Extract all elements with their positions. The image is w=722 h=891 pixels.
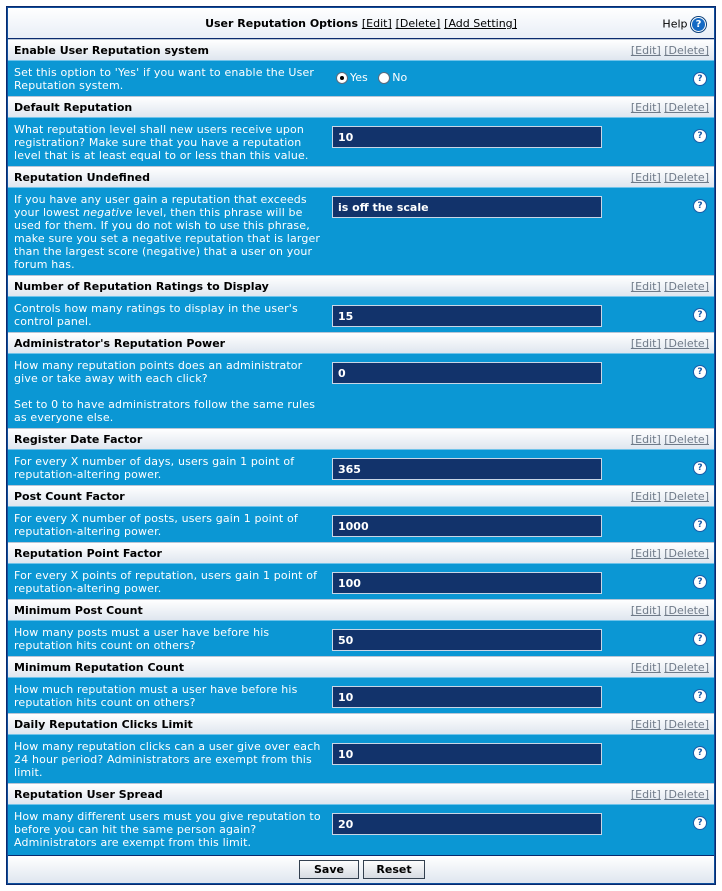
setting-title: Post Count Factor xyxy=(14,490,125,503)
setting-description: How many reputation clicks can a user give over each 24 hour period? Administrators are exempt from this limit. xyxy=(14,740,321,779)
question-icon[interactable]: ? xyxy=(693,72,707,86)
help-label[interactable]: Help xyxy=(662,17,688,31)
setting-delete-link[interactable]: [Delete] xyxy=(664,490,709,503)
setting-delete-link[interactable]: [Delete] xyxy=(664,718,709,731)
enable-radio-group xyxy=(336,71,407,84)
question-icon[interactable]: ? xyxy=(693,689,707,703)
setting-edit-link[interactable]: [Edit] xyxy=(630,433,661,446)
setting-delete-link[interactable]: [Delete] xyxy=(664,171,709,184)
setting-description: Set this option to 'Yes' if you want to enable the User Reputation system. xyxy=(14,66,315,92)
setting-row xyxy=(8,783,714,857)
setting-edit-link[interactable]: [Edit] xyxy=(630,788,661,801)
setting-edit-link[interactable]: [Edit] xyxy=(630,44,661,57)
page-title: User Reputation Options xyxy=(205,17,359,30)
form-footer xyxy=(8,855,714,883)
question-icon[interactable]: ? xyxy=(693,461,707,475)
setting-delete-link[interactable]: [Delete] xyxy=(664,337,709,350)
setting-title: Minimum Reputation Count xyxy=(14,661,185,674)
panel-header xyxy=(8,8,714,39)
setting-description: How many different users must you give reputation to before you can hit the same person again? Administrators are exempt from this limit. xyxy=(14,810,321,849)
ratings-display-input[interactable]: 15 xyxy=(332,305,602,327)
setting-description: If you have any user gain a reputation that exceeds your lowest negative level, then this phrase will be used for them. If you do not wish to use this phrase, make sure you set a negative reputation that is larger than the largest score (negative) that a user on your forum has. xyxy=(14,193,321,271)
setting-delete-link[interactable]: [Delete] xyxy=(664,280,709,293)
radio-no[interactable]: No xyxy=(378,71,407,84)
setting-title: Reputation Undefined xyxy=(14,171,150,184)
setting-row xyxy=(8,713,714,783)
reset-button[interactable]: Reset xyxy=(363,860,425,879)
setting-edit-link[interactable]: [Edit] xyxy=(630,101,661,114)
setting-row xyxy=(8,332,714,428)
setting-edit-link[interactable]: [Edit] xyxy=(630,604,661,617)
setting-title: Register Date Factor xyxy=(14,433,143,446)
question-icon[interactable]: ? xyxy=(693,129,707,143)
post-count-factor-input[interactable]: 1000 xyxy=(332,515,602,537)
user-spread-input[interactable]: 20 xyxy=(332,813,602,835)
minimum-reputation-count-input[interactable]: 10 xyxy=(332,686,602,708)
question-icon[interactable]: ? xyxy=(693,746,707,760)
setting-row xyxy=(8,599,714,656)
minimum-post-count-input[interactable]: 50 xyxy=(332,629,602,651)
setting-title: Enable User Reputation system xyxy=(14,44,209,57)
question-icon[interactable]: ? xyxy=(693,308,707,322)
setting-edit-link[interactable]: [Edit] xyxy=(630,661,661,674)
setting-description: How many posts must a user have before his reputation hits count on others? xyxy=(14,626,270,652)
setting-row xyxy=(8,39,714,96)
help-icon[interactable]: ? xyxy=(691,17,706,32)
setting-description: For every X number of days, users gain 1 point of reputation-altering power. xyxy=(14,455,295,481)
setting-delete-link[interactable]: [Delete] xyxy=(664,604,709,617)
setting-edit-link[interactable]: [Edit] xyxy=(630,337,661,350)
setting-edit-link[interactable]: [Edit] xyxy=(630,718,661,731)
setting-description: For every X number of posts, users gain 1 point of reputation-altering power. xyxy=(14,512,298,538)
setting-delete-link[interactable]: [Delete] xyxy=(664,788,709,801)
setting-description: Controls how many ratings to display in the user's control panel. xyxy=(14,302,298,328)
question-icon[interactable]: ? xyxy=(693,632,707,646)
setting-delete-link[interactable]: [Delete] xyxy=(664,44,709,57)
radio-yes-icon[interactable] xyxy=(336,72,348,84)
setting-title: Default Reputation xyxy=(14,101,133,114)
setting-row xyxy=(8,542,714,599)
setting-delete-link[interactable]: [Delete] xyxy=(664,101,709,114)
header-edit-link[interactable]: [Edit] xyxy=(361,17,392,30)
setting-row xyxy=(8,96,714,166)
setting-description: For every X points of reputation, users gain 1 point of reputation-altering power. xyxy=(14,569,318,595)
setting-delete-link[interactable]: [Delete] xyxy=(664,547,709,560)
setting-edit-link[interactable]: [Edit] xyxy=(630,547,661,560)
setting-row xyxy=(8,485,714,542)
setting-edit-link[interactable]: [Edit] xyxy=(630,171,661,184)
options-panel xyxy=(6,6,716,885)
setting-title: Minimum Post Count xyxy=(14,604,143,617)
radio-no-icon[interactable] xyxy=(378,72,390,84)
reputation-undefined-input[interactable]: is off the scale xyxy=(332,196,602,218)
setting-title: Reputation Point Factor xyxy=(14,547,162,560)
setting-edit-link[interactable]: [Edit] xyxy=(630,280,661,293)
setting-row xyxy=(8,656,714,713)
setting-description: How much reputation must a user have before his reputation hits count on others? xyxy=(14,683,298,709)
question-icon[interactable]: ? xyxy=(693,365,707,379)
setting-row xyxy=(8,275,714,332)
daily-clicks-limit-input[interactable]: 10 xyxy=(332,743,602,765)
setting-row xyxy=(8,428,714,485)
setting-delete-link[interactable]: [Delete] xyxy=(664,433,709,446)
question-icon[interactable]: ? xyxy=(693,518,707,532)
radio-yes[interactable]: Yes xyxy=(336,71,368,84)
header-add-setting-link[interactable]: [Add Setting] xyxy=(444,17,517,30)
default-reputation-input[interactable]: 10 xyxy=(332,126,602,148)
setting-title: Reputation User Spread xyxy=(14,788,163,801)
register-date-factor-input[interactable]: 365 xyxy=(332,458,602,480)
setting-row xyxy=(8,166,714,275)
setting-description: How many reputation points does an administrator give or take away with each click? Set to 0 to have administrators follow the same rules as everyone else. xyxy=(14,359,316,424)
question-icon[interactable]: ? xyxy=(693,816,707,830)
help-link[interactable] xyxy=(662,17,706,32)
question-icon[interactable]: ? xyxy=(693,575,707,589)
reputation-point-factor-input[interactable]: 100 xyxy=(332,572,602,594)
question-icon[interactable]: ? xyxy=(693,199,707,213)
setting-title: Daily Reputation Clicks Limit xyxy=(14,718,193,731)
setting-description: What reputation level shall new users receive upon registration? Make sure that you have a reputation level that is at least equal to or less than this value. xyxy=(14,123,309,162)
setting-delete-link[interactable]: [Delete] xyxy=(664,661,709,674)
admin-power-input[interactable]: 0 xyxy=(332,362,602,384)
setting-title: Administrator's Reputation Power xyxy=(14,337,226,350)
header-delete-link[interactable]: [Delete] xyxy=(395,17,441,30)
setting-title: Number of Reputation Ratings to Display xyxy=(14,280,269,293)
save-button[interactable]: Save xyxy=(299,860,359,879)
setting-edit-link[interactable]: [Edit] xyxy=(630,490,661,503)
